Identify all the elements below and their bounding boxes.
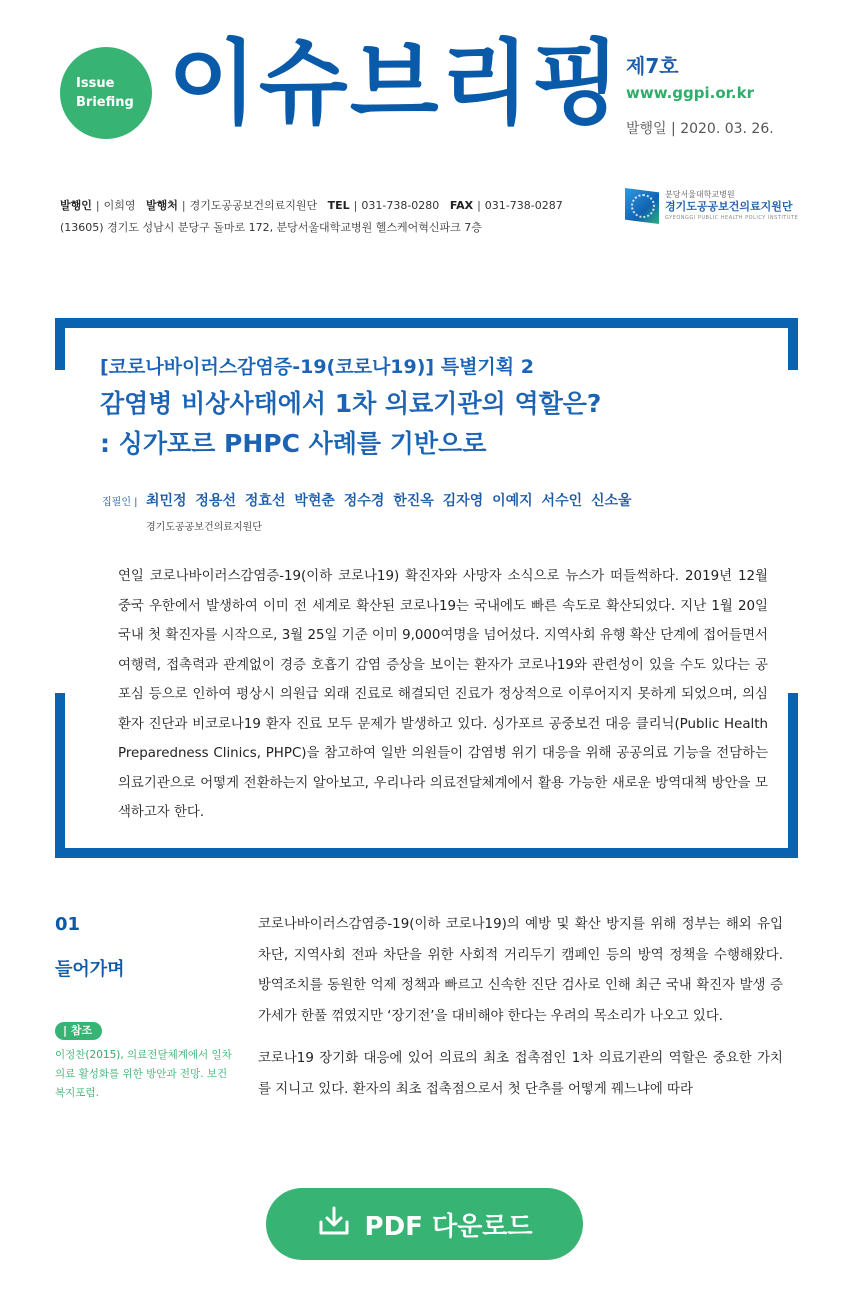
border-bottom-right <box>788 693 798 858</box>
tel-label: TEL <box>327 199 350 212</box>
fax-number: 031-738-0287 <box>484 199 563 212</box>
body-paragraph: 코로나바이러스감염증-19(이하 코로나19)의 예방 및 확산 방지를 위해 정부는 해외 유입 차단, 지역사회 전파 차단을 위한 사회적 거리두기 캠페인 등의 방역 정책을 수행해왔다. 방역조치를 동원한 억제 정책과 빠르고 신속한 진단 검사로 인해 최근 국내 확진자 발생 증가세가 한풀 꺾였지만 ‘장기전’을 대비해야 한다는 우려의 목소리가 나오고 있다. <box>258 917 783 1024</box>
badge-line2: Briefing <box>76 95 134 110</box>
authors-organization: 경기도공공보건의료지원단 <box>146 522 262 533</box>
section-title: 들어가며 <box>55 959 125 980</box>
issue-briefing-badge <box>60 47 152 139</box>
section-body <box>258 910 783 1105</box>
fax-label: FAX <box>449 199 474 212</box>
body-paragraph: 코로나19 장기화 대응에 있어 의료의 최초 접촉점인 1차 의료기관의 역할은 중요한 가치를 지니고 있다. 환자의 최초 접촉점으로서 첫 단추를 어떻게 꿰느냐에 따라 <box>258 1051 783 1097</box>
masthead-title: 이슈브리핑 <box>168 30 623 137</box>
article-title <box>100 384 601 464</box>
article-title-line1: 감염병 비상사태에서 1차 의료기관의 역할은? <box>100 389 602 418</box>
pdf-download-label: PDF 다운로드 <box>364 1211 533 1242</box>
border-top-left <box>55 318 65 370</box>
publication-date: 발행일 | 2020. 03. 26. <box>626 121 774 137</box>
authors-label: 집필인 | <box>102 497 138 508</box>
border-top-right <box>788 318 798 370</box>
issuer-name: 경기도공공보건의료지원단 <box>189 199 318 212</box>
reference-tag: | 참조 <box>55 1022 102 1040</box>
org-logo <box>625 188 798 224</box>
download-icon <box>317 1204 351 1245</box>
series-label: [코로나바이러스감염증-19(코로나19)] 특별기획 2 <box>100 356 534 378</box>
author-names: 최민정 정용선 정효선 박현춘 정수경 한진옥 김자영 이예지 서수인 신소울 <box>145 493 632 509</box>
tel-number: 031-738-0280 <box>361 199 440 212</box>
reference-text: 이정찬(2015), 의료전달체계에서 일차의료 활성화를 위한 방안과 전망. 보건복지포럼. <box>55 1049 232 1099</box>
badge-line1: Issue <box>76 76 115 91</box>
publisher-label: 발행인 <box>60 199 92 212</box>
site-url-link[interactable]: www.ggpi.or.kr <box>626 84 754 102</box>
publication-info-line1: 발행인 | 이희영 발행처 | 경기도공공보건의료지원단 TEL | 031-738-0280 FAX | 031-738-0287 <box>60 199 563 212</box>
org-logo-main: 경기도공공보건의료지원단 <box>665 200 793 213</box>
border-bottom <box>55 848 798 858</box>
org-logo-en: GYEONGGI PUBLIC HEALTH POLICY INSTITUTE <box>665 215 799 221</box>
pdf-download-button[interactable] <box>266 1188 583 1260</box>
issuer-label: 발행처 <box>146 199 178 212</box>
issue-number: 제7호 <box>626 54 679 78</box>
address: (13605) 경기도 성남시 분당구 돌마로 172, 분당서울대학교병원 헬스케어혁신파크 7층 <box>60 221 482 234</box>
border-top <box>55 318 798 328</box>
article-title-line2: : 싱가포르 PHPC 사례를 기반으로 <box>100 429 487 458</box>
article-summary: 연일 코로나바이러스감염증-19(이하 코로나19) 확진자와 사망자 소식으로 뉴스가 떠들썩하다. 2019년 12월 중국 우한에서 발생하여 이미 전 세계로 확산된 코로나19는 국내에도 빠른 속도로 확산되었다. 지난 1월 20일 국내 첫 확진자를 시작으로, 3월 25일 기준 이미 9,000여명을 넘어섰다. 지역사회 유행 확산 단계에 접어들면서 여행력, 접촉력과 관계없이 경증 호흡기 감염 증상을 보이는 환자가 코로나19와 관련성이 있을 수도 있다는 공포심 등으로 인하여 평상시 의원급 외래 진료로 해결되던 진료가 정상적으로 이루어지지 못하게 되었으며, 의심환자 진단과 비코로나19 환자 진료 모두 문제가 발생하고 있다. 싱가포르 공중보건 대응 클리닉(Public Health Preparedness Clinics, PHPC)을 참고하여 일반 의원들이 감염병 위기 대응을 위해 공공의료 기능을 전담하는 의료기관으로 어떻게 전환하는지 알아보고, 우리나라 의료전달체계에서 활용 가능한 새로운 방역대책 방안을 모색하고자 한다. <box>118 569 768 820</box>
border-bottom-left <box>55 693 65 858</box>
org-logo-sub: 분당서울대학교병원 <box>665 190 735 199</box>
publisher-name: 이희영 <box>103 199 136 212</box>
authors <box>102 490 632 510</box>
section-number: 01 <box>55 914 81 935</box>
org-emblem-icon <box>625 188 659 224</box>
publication-info <box>60 195 563 239</box>
